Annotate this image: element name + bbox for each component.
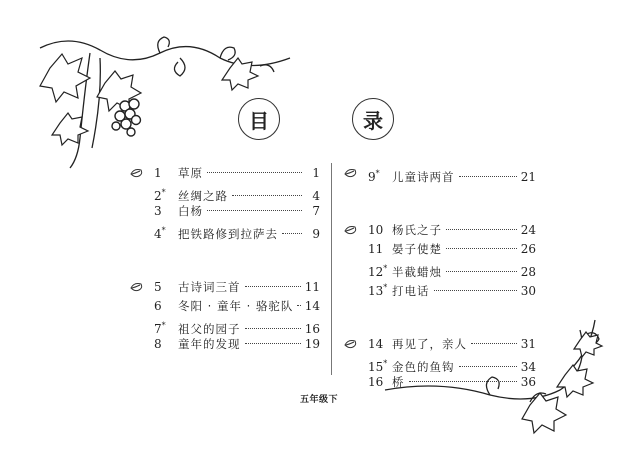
column-divider [331,163,332,375]
grade-label: 五年级下 [300,395,339,405]
title-char-mu: 目 [238,98,280,140]
page-number: 7 [312,204,320,218]
title-char-lu: 录 [352,98,394,140]
lesson-title: 桥 [392,375,405,389]
toc-entry[interactable] [132,297,320,316]
lesson-number: 14 [368,337,384,351]
leaf-bullet-icon [344,168,358,178]
toc-entry[interactable] [132,335,320,354]
toc-entry[interactable] [132,278,320,297]
toc-entry[interactable] [132,183,320,202]
lesson-title: 白杨 [178,204,203,218]
optional-star: * [161,188,166,197]
lesson-number: 9* [368,169,380,184]
lesson-number: 5 [154,280,162,294]
page-number: 1 [312,166,320,180]
leader-dots [207,172,302,173]
leader-dots [245,286,301,287]
leader-dots [282,233,302,234]
optional-star: * [383,264,388,273]
toc-entry[interactable] [132,202,320,221]
lesson-number: 15* [368,359,388,374]
toc-entry[interactable] [132,221,320,240]
lesson-title: 金色的鱼钩 [392,360,455,374]
group-gap [132,240,320,278]
lesson-number: 12* [368,264,388,279]
toc-entry[interactable] [346,164,536,183]
page-number: 21 [520,170,536,184]
page-number: 9 [312,227,320,241]
page-number: 30 [520,284,536,298]
lesson-title: 晏子使楚 [392,242,442,256]
page-number: 28 [520,265,536,279]
toc-entry[interactable] [346,259,536,278]
lesson-number: 2* [154,188,166,203]
toc-entry[interactable] [132,164,320,183]
group-gap [346,183,536,221]
leader-dots [434,290,517,291]
toc-entry[interactable] [346,278,536,297]
leader-dots [245,343,301,344]
toc-right-column [346,164,536,392]
lesson-number: 3 [154,204,162,218]
optional-star: * [161,321,166,330]
leader-dots [409,381,517,382]
lesson-number: 1 [154,166,162,180]
lesson-number: 8 [154,337,162,351]
lesson-title: 再见了，亲人 [392,337,467,351]
lesson-number: 13* [368,283,388,298]
grape-vine-icon [30,28,330,178]
lesson-title: 童年的发现 [178,337,241,351]
optional-star: * [383,359,388,368]
group-gap [346,297,536,335]
lesson-number: 6 [154,299,162,313]
lesson-title: 冬阳 · 童年 · 骆驼队 [178,299,294,313]
leader-dots [297,305,300,306]
optional-star: * [375,169,380,178]
leader-dots [446,271,517,272]
optional-star: * [161,226,166,235]
page-number: 31 [520,337,536,351]
page-number: 14 [304,299,320,313]
toc-entry[interactable] [346,335,536,354]
toc-entry[interactable] [132,316,320,335]
page-number: 26 [520,242,536,256]
toc-entry[interactable] [346,373,536,392]
toc-entry[interactable] [346,221,536,240]
page-number: 36 [520,375,536,389]
lesson-number: 7* [154,321,166,336]
lesson-title: 儿童诗两首 [392,170,455,184]
leader-dots [459,176,517,177]
toc-entry[interactable] [346,354,536,373]
lesson-title: 祖父的园子 [178,322,241,336]
leader-dots [446,248,517,249]
lesson-number: 11 [368,242,384,256]
leader-dots [232,195,302,196]
lesson-title: 半截蜡烛 [392,265,442,279]
lesson-title: 把铁路修到拉萨去 [178,227,278,241]
page-number: 19 [304,337,320,351]
leader-dots [207,210,302,211]
leaf-bullet-icon [130,168,144,178]
leader-dots [459,366,517,367]
leaf-bullet-icon [344,339,358,349]
leader-dots [446,229,517,230]
page-number: 16 [304,322,320,336]
page-number: 24 [520,223,536,237]
leader-dots [245,328,301,329]
lesson-title: 草原 [178,166,203,180]
lesson-title: 打电话 [392,284,430,298]
page-number: 34 [520,360,536,374]
toc-entry[interactable] [346,240,536,259]
lesson-number: 16 [368,375,384,389]
page-number: 4 [312,189,320,203]
leader-dots [471,343,517,344]
leaf-bullet-icon [130,282,144,292]
page-number: 11 [304,280,320,294]
optional-star: * [383,283,388,292]
toc-left-column [132,164,320,354]
lesson-number: 4* [154,226,166,241]
lesson-title: 古诗词三首 [178,280,241,294]
lesson-number: 10 [368,223,384,237]
lesson-title: 杨氏之子 [392,223,442,237]
leaf-bullet-icon [344,225,358,235]
lesson-title: 丝绸之路 [178,189,228,203]
